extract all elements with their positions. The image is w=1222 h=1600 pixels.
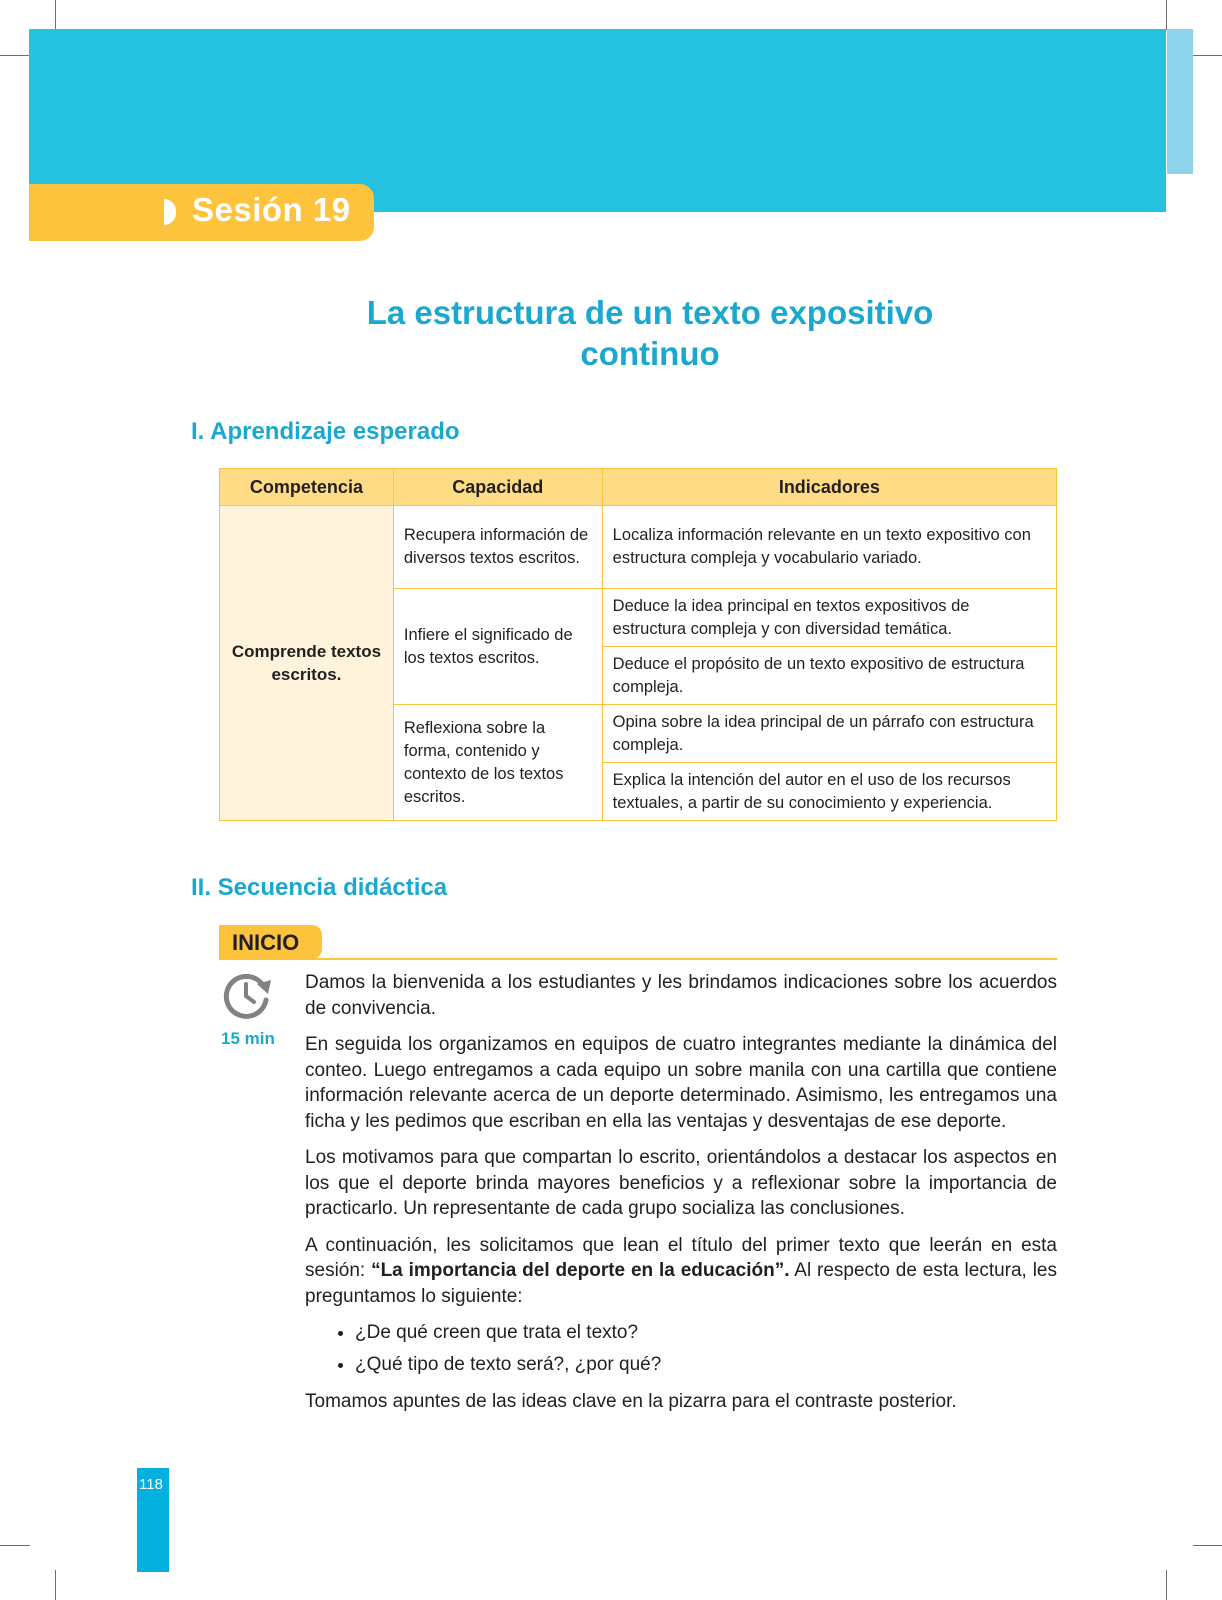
indicador-cell: Deduce el propósito de un texto expositivo de estructura compleja.: [602, 647, 1056, 705]
capacidad-cell: Recupera información de diversos textos escritos.: [393, 506, 602, 589]
crop-mark: [0, 1545, 30, 1546]
indicador-cell: Opina sobre la idea principal de un párrafo con estructura compleja.: [602, 705, 1056, 763]
session-label: Sesión 19: [192, 191, 351, 228]
learning-table: [219, 468, 1057, 821]
paragraph: En seguida los organizamos en equipos de cuatro integrantes mediante la dinámica del conteo. Luego entregamos a cada equipo un sobre manila con una cartilla que contiene información relevante acerca de un deporte determinado. Asimismo, les entregamos una ficha y les pedimos que escriban en ella las ventajas y desventajas de ese deporte.: [305, 1034, 1057, 1132]
inicio-body: [305, 970, 1057, 1426]
duration-label: 15 min: [221, 1029, 275, 1048]
section-heading-aprendizaje: I. Aprendizaje esperado: [191, 418, 460, 445]
clock-icon: [222, 970, 274, 1020]
crop-mark: [55, 0, 56, 30]
list-item: • ¿De qué creen que trata el texto?: [355, 1320, 1057, 1346]
indicador-cell: Deduce la idea principal en textos expositivos de estructura compleja y con diversidad temática.: [602, 589, 1056, 647]
page-title-line2: continuo: [580, 335, 720, 372]
reading-title: “La importancia del deporte en la educación”.: [371, 1260, 790, 1281]
capacidad-cell: Reflexiona sobre la forma, contenido y contexto de los textos escritos.: [393, 705, 602, 821]
table-header-capacidad: Capacidad: [393, 469, 602, 506]
page-title: [300, 292, 1000, 374]
paragraph-text: Al respecto de esta lectura, les preguntamos lo siguiente:: [305, 1260, 1057, 1307]
table-header-competencia: Competencia: [220, 469, 394, 506]
page-title-line1: La estructura de un texto expositivo: [366, 294, 934, 331]
crop-mark: [1166, 1570, 1167, 1600]
competencia-cell: Comprende textos escritos.: [220, 506, 394, 821]
crop-mark: [1193, 55, 1222, 56]
paragraph-text: A continuación, les solicitamos que lean el título del primer texto que leerán en esta sesión:: [305, 1234, 1057, 1281]
indicador-cell: Localiza información relevante en un texto expositivo con estructura compleja y vocabulario variado.: [602, 506, 1056, 589]
crop-mark: [1166, 0, 1167, 30]
question-list: [305, 1320, 1057, 1377]
inicio-label: INICIO: [232, 930, 300, 955]
crop-mark: [55, 1570, 56, 1600]
table-header-indicadores: Indicadores: [602, 469, 1056, 506]
capacidad-cell: Infiere el significado de los textos escritos.: [393, 589, 602, 705]
table-row: [220, 506, 1057, 589]
indicador-cell: Explica la intención del autor en el uso de los recursos textuales, a partir de su conocimiento y experiencia.: [602, 763, 1056, 821]
paragraph: Damos la bienvenida a los estudiantes y les brindamos indicaciones sobre los acuerdos de convivencia.: [305, 972, 1057, 1019]
header-banner-side: [1167, 29, 1193, 174]
section-heading-secuencia: II. Secuencia didáctica: [191, 874, 448, 901]
paragraph: Los motivamos para que compartan lo escrito, orientándolos a destacar los aspectos en los que el deporte brinda mayores beneficios y a reflexionar sobre la importancia de practicarlo. Un representante de cada grupo socializa las conclusiones.: [305, 1147, 1057, 1219]
page-number: 118: [139, 1476, 163, 1493]
crop-mark: [0, 55, 30, 56]
paragraph: [305, 1233, 1057, 1310]
inicio-divider: [219, 958, 1057, 960]
list-item: • ¿Qué tipo de texto será?, ¿por qué?: [355, 1352, 1057, 1378]
crop-mark: [1193, 1545, 1222, 1546]
paragraph: Tomamos apuntes de las ideas clave en la pizarra para el contraste posterior.: [305, 1391, 957, 1412]
table-header-row: [220, 469, 1057, 506]
